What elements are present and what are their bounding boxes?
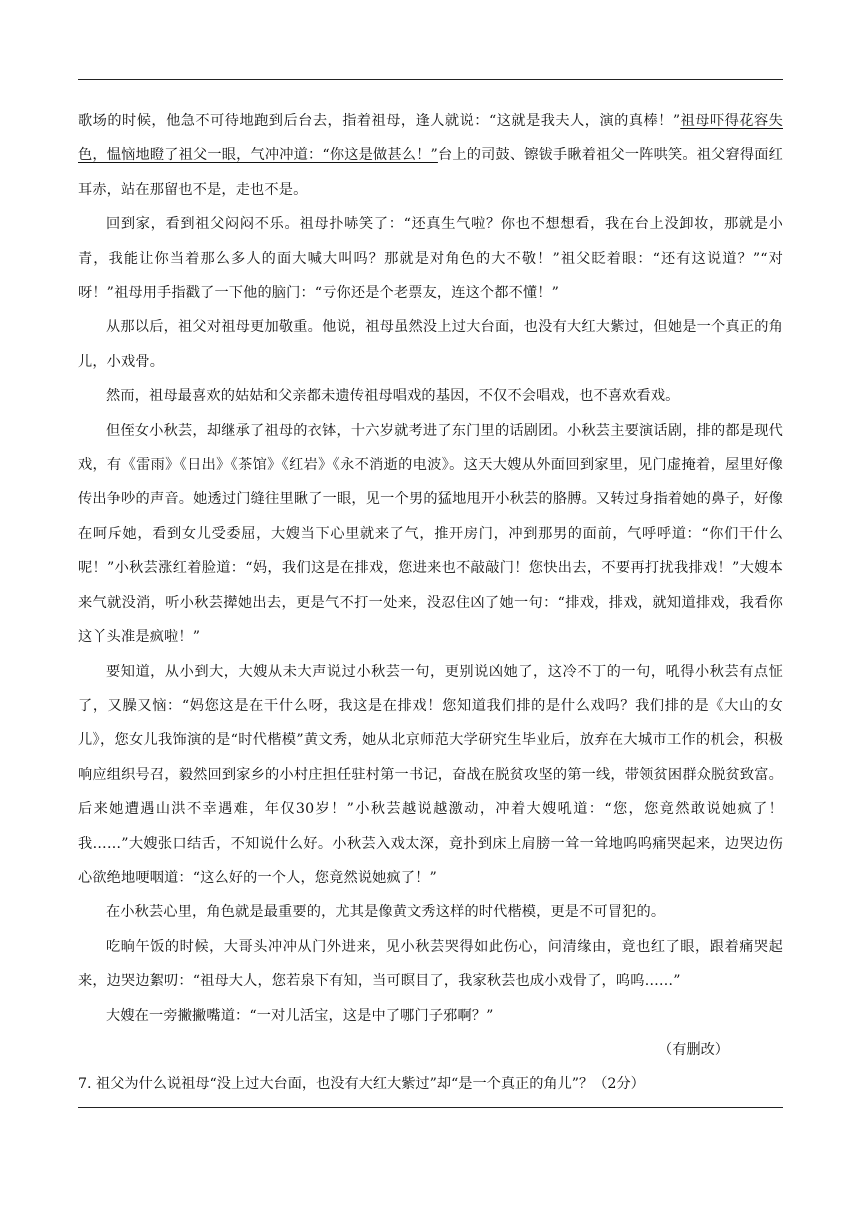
paragraph-1 [78,104,783,207]
paragraph-9: 大嫂在一旁撇撇嘴道：“一对儿活宝，这是中了哪门子邪啊？” [106,1007,494,1024]
source-note: （有删改） [658,1041,729,1058]
question-7: 7. 祖父为什么说祖母“没上过大台面，也没有大红大紫过”却“是一个真正的角儿”？（2分） [78,1076,645,1093]
paragraph-text: 台上的司鼓、镲钹手瞅着祖父一阵哄笑。祖父窘得面红耳赤，站在那留也不是，走也不是。 [78,147,783,198]
underlined-sentence: 祖母吓得花容失色，愠恼地瞪了祖父一眼，气冲冲道：“你这是做甚么！” [78,113,783,164]
paragraph-8: 吃晌午饭的时候，大哥头冲冲从门外进来，见小秋芸哭得如此伤心，问清缘由，竟也红了眼，跟着痛哭起来，边哭边絮叨：“祖母大人，您若泉下有知，当可瞑目了，我家秋芸也成小戏骨了，呜呜……” [78,938,783,990]
paragraph-3: 从那以后，祖父对祖母更加敬重。他说，祖母虽然没上过大台面，也没有大红大紫过，但她是一个真正的角儿，小戏骨。 [78,319,783,370]
paragraph-4: 然而，祖母最喜欢的姑姑和父亲都未遗传祖母唱戏的基因，不仅不会唱戏，也不喜欢看戏。 [106,388,680,405]
paragraph-6: 要知道，从小到大，大嫂从未大声说过小秋芸一句，更别说凶她了，这冷不丁的一句，吼得小秋芸有点怔了，又臊又恼：“妈您这是在干什么呀，我这是在排戏！您知道我们排的是什么戏吗？我们排的是《大山的女儿》，您女儿我饰演的是“时代楷模”黄文秀，她从北京师范大学研究生毕业后，放弃在大城市工作的机会，积极响应组织号召，毅然回到家乡的小村庄担任驻村第一书记，奋战在脱贫攻坚的第一线，带领贫困群众脱贫致富。后来她遭遇山洪不幸遇难，年仅30岁！”小秋芸越说越激动，冲着大嫂吼道：“您，您竟然敢说她疯了！我……”大嫂张口结舌，不知说什么好。小秋芸入戏太深，竟扑到床上肩膀一耸一耸地呜呜痛哭起来，边哭边伤心欲绝地哽咽道：“这么好的一个人，您竟然说她疯了！” [78,663,783,886]
article-body [78,104,783,1102]
paragraph-2: 回到家，看到祖父闷闷不乐。祖母扑哧笑了：“还真生气啦？你也不想想看，我在台上没卸妆，那就是小青，我能让你当着那么多人的面大喊大叫吗？那就是对角色的大不敬！”祖父眨着眼：“还有这说道？”“对呀！”祖母用手指戳了一下他的脑门：“亏你还是个老票友，连这个都不懂！” [78,216,783,302]
bottom-rule [78,1107,783,1108]
top-rule [78,79,783,80]
paragraph-text: 歌场的时候，他急不可待地跑到后台去，指着祖母，逢人就说：“这就是我夫人，演的真棒！” [78,113,681,129]
paragraph-7: 在小秋芸心里，角色就是最重要的，尤其是像黄文秀这样的时代楷模，更是不可冒犯的。 [106,904,666,921]
paragraph-5: 但侄女小秋芸，却继承了祖母的衣钵，十六岁就考进了东门里的话剧团。小秋芸主要演话剧，排的都是现代戏，有《雷雨》《日出》《茶馆》《红岩》《永不消逝的电波》。这天大嫂从外面回到家里，见门虚掩着，屋里好像传出争吵的声音。她透过门缝往里瞅了一眼，见一个男的猛地甩开小秋芸的胳膊。又转过身指着她的鼻子，好像在呵斥她，看到女儿受委屈，大嫂当下心里就来了气，推开房门，冲到那男的面前，气呼呼道：“你们干什么呢！”小秋芸涨红着脸道：“妈，我们这是在排戏，您进来也不敲敲门！您快出去，不要再打扰我排戏！”大嫂本来气就没消，听小秋芸撵她出去，更是气不打一处来，没忍住凶了她一句：“排戏，排戏，就知道排戏，我看你这丫头准是疯啦！” [78,422,783,646]
